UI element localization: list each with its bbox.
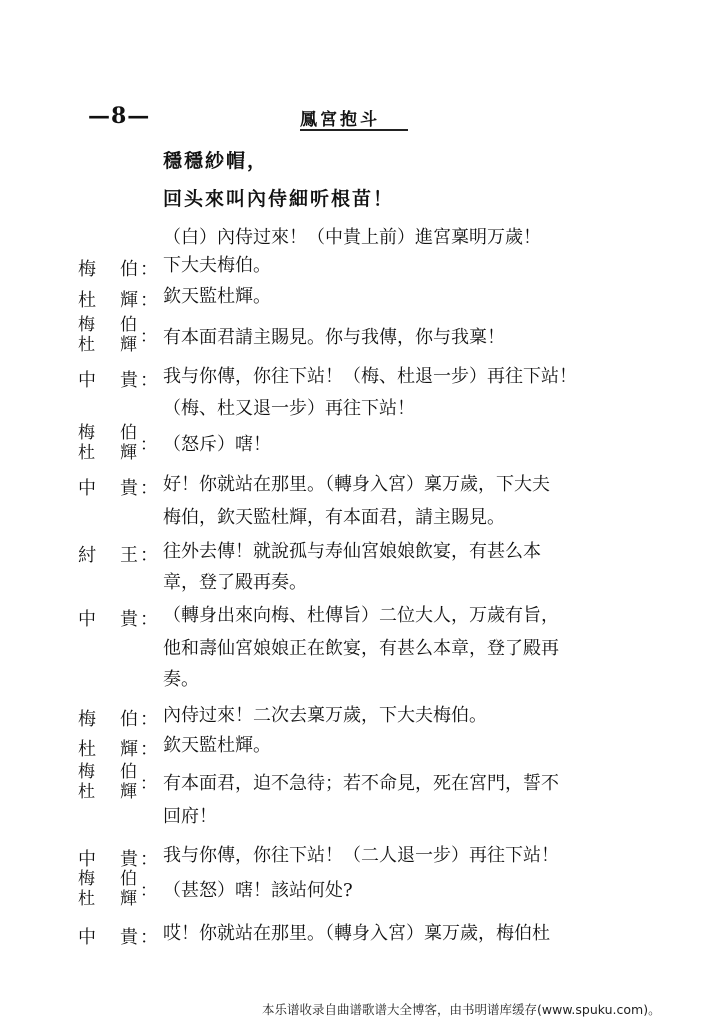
dialogue-line: 梅伯，欽天監杜輝，有本面君，請主賜見。 xyxy=(163,507,505,528)
book-title: 鳳宮抱斗 xyxy=(300,110,380,130)
dialogue-line: 有本面君，迫不急待；若不命見，死在宮門，誓不 xyxy=(163,773,559,794)
dialogue-line: 奏。 xyxy=(163,669,199,690)
speaker-char: 伯 xyxy=(120,259,138,280)
colon: ： xyxy=(140,849,158,870)
speaker-char: 貴 xyxy=(120,849,138,870)
colon: ： xyxy=(140,609,158,630)
dialogue-line: （白）內侍过來！（中貴上前）進宮稟明万歲！ xyxy=(163,227,541,248)
dialogue-line: 我与你傳，你往下站！（二人退一步）再往下站！ xyxy=(163,845,559,866)
colon: ： xyxy=(140,290,158,311)
dialogue-line: 欽天監杜輝。 xyxy=(163,286,271,307)
dialogue-line: 內侍过來！二次去稟万歲，下大夫梅伯。 xyxy=(163,705,487,726)
dialogue-line: （怒斥）嗐！ xyxy=(163,434,271,455)
dialogue-line: 有本面君請主賜見。你与我傳，你与我稟！ xyxy=(163,327,505,348)
dialogue-line: 下大夫梅伯。 xyxy=(163,255,271,276)
colon: ： xyxy=(140,709,158,730)
speaker-char: 中 xyxy=(78,927,96,948)
colon: ： xyxy=(140,478,158,499)
speaker-char: 伯 xyxy=(120,869,137,889)
speaker-char: 貴 xyxy=(120,609,138,630)
dialogue-line: 哎！你就站在那里。（轉身入宮）稟万歲，梅伯杜 xyxy=(163,923,550,944)
page-number: —8— xyxy=(88,103,151,129)
speaker-char: 中 xyxy=(78,849,96,870)
lyric-line: 回头來叫內侍細听根苗！ xyxy=(163,188,395,210)
speaker-char: 杜 xyxy=(78,739,96,760)
speaker-char: 梅 xyxy=(78,709,96,730)
dialogue-line: （梅、杜又退一步）再往下站！ xyxy=(163,398,415,419)
speaker-char: 輝 xyxy=(120,889,137,909)
speaker-char: 杜 xyxy=(78,889,95,909)
speaker-char: 杜 xyxy=(78,290,96,311)
speaker-char: 伯 xyxy=(120,709,138,730)
colon: ： xyxy=(140,545,158,566)
speaker-char: 杜 xyxy=(78,782,95,802)
speaker-char: 貴 xyxy=(120,370,138,391)
footer-watermark: 本乐谱收录自曲谱歌谱大全博客，由书明谱库缓存(www.spuku.com)。 xyxy=(262,1002,661,1017)
dialogue-line: 回府！ xyxy=(163,806,217,827)
speaker-char: 梅 xyxy=(78,869,95,889)
speaker-char: 伯 xyxy=(120,762,137,782)
header-rule xyxy=(300,129,408,131)
dialogue-line: 好！你就站在那里。（轉身入宮）稟万歲，下大夫 xyxy=(163,474,550,495)
dialogue-line: 欽天監杜輝。 xyxy=(163,735,271,756)
speaker-char: 杜 xyxy=(78,443,95,463)
speaker-char: 中 xyxy=(78,370,96,391)
speaker-char: 伯 xyxy=(120,315,137,335)
dialogue-line: 他和壽仙宮娘娘正在飲宴，有甚么本章，登了殿再 xyxy=(163,638,559,659)
speaker-char: 伯 xyxy=(120,423,137,443)
colon: ： xyxy=(140,774,157,794)
dialogue-line: 章，登了殿再奏。 xyxy=(163,572,307,593)
speaker-char: 輝 xyxy=(120,335,137,355)
speaker-char: 梅 xyxy=(78,762,95,782)
colon: ： xyxy=(140,435,157,455)
colon: ： xyxy=(140,927,158,948)
speaker-char: 中 xyxy=(78,609,96,630)
dialogue-line: （轉身出來向梅、杜傳旨）二位大人，万歲有旨， xyxy=(163,605,559,626)
speaker-char: 杜 xyxy=(78,335,95,355)
speaker-char: 輝 xyxy=(120,443,137,463)
speaker-char: 貴 xyxy=(120,478,138,499)
dialogue-line: （甚怒）嗐！該站何处? xyxy=(163,880,353,901)
colon: ： xyxy=(140,370,158,391)
speaker-char: 紂 xyxy=(78,545,96,566)
speaker-char: 輝 xyxy=(120,290,138,311)
colon: ： xyxy=(140,881,157,901)
speaker-char: 輝 xyxy=(120,739,138,760)
speaker-char: 梅 xyxy=(78,259,96,280)
colon: ： xyxy=(140,259,158,280)
dialogue-line: 我与你傳，你往下站！（梅、杜退一步）再往下站！ xyxy=(163,366,577,387)
speaker-char: 梅 xyxy=(78,315,95,335)
speaker-char: 貴 xyxy=(120,927,138,948)
speaker-char: 梅 xyxy=(78,423,95,443)
colon: ： xyxy=(140,739,158,760)
speaker-char: 輝 xyxy=(120,782,137,802)
speaker-char: 王 xyxy=(120,545,138,566)
page-header xyxy=(0,103,712,133)
colon: ： xyxy=(140,327,157,347)
dialogue-line: 往外去傳！就說孤与寿仙宮娘娘飲宴，有甚么本 xyxy=(163,541,541,562)
speaker-char: 中 xyxy=(78,478,96,499)
lyric-line: 穩穩紗帽， xyxy=(163,150,269,172)
